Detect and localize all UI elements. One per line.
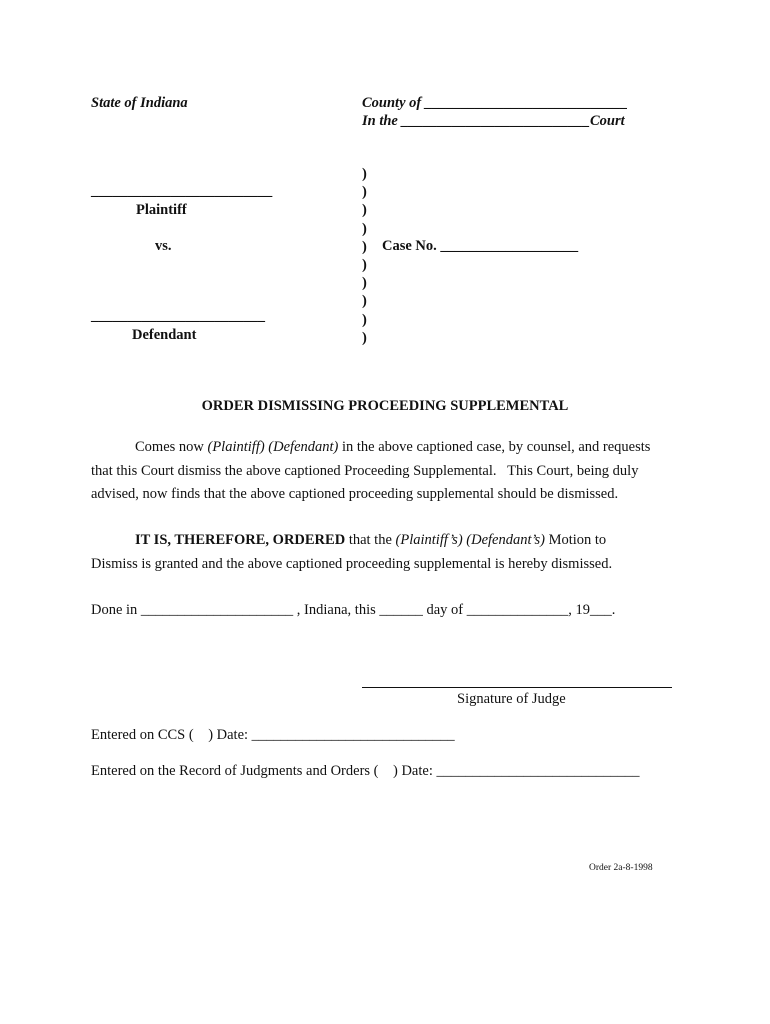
plaintiff-name-line: _________________________ <box>91 183 273 199</box>
done-in-line: Done in _____________________ , Indiana, this ______ day of ______________, 19___. <box>91 602 616 618</box>
line-rest: Motion to <box>544 532 607 548</box>
mid-text: that the <box>345 532 396 548</box>
signature-line <box>362 687 672 688</box>
paren: ) <box>362 311 367 328</box>
paren: ) <box>362 257 367 274</box>
parties-text: (Plaintiff) (Defendant) <box>207 439 339 455</box>
paren: ) <box>362 275 367 292</box>
paragraph-comes-now <box>91 436 661 507</box>
document-title: ORDER DISMISSING PROCEEDING SUPPLEMENTAL <box>201 398 569 414</box>
caption-parens <box>362 165 367 347</box>
paren: ) <box>362 293 367 310</box>
defendant-name-line: ________________________ <box>91 308 265 324</box>
defendant-label: Defendant <box>132 327 197 343</box>
paren: ) <box>362 166 367 182</box>
versus-label: vs. <box>155 238 172 254</box>
entered-record-line: Entered on the Record of Judgments and Orders ( ) Date: ____________________________ <box>91 763 640 779</box>
paragraph-line: that this Court dismiss the above captioned Proceeding Supplemental. This Court, being duly <box>91 462 639 479</box>
ordered-text: IT IS, THEREFORE, ORDERED <box>135 532 346 548</box>
plaintiff-label: Plaintiff <box>136 202 187 218</box>
court-field: In the __________________________Court <box>362 113 625 129</box>
paren: ) <box>362 220 367 237</box>
paragraph-order <box>91 529 661 576</box>
paragraph-line <box>91 529 661 553</box>
paren: ) <box>362 329 367 346</box>
signature-label: Signature of Judge <box>457 691 566 707</box>
paren: ) <box>362 238 367 255</box>
paren: ) <box>362 202 367 219</box>
paragraph-line: Dismiss is granted and the above captioned proceeding supplemental is hereby dismissed. <box>91 555 613 572</box>
form-number: Order 2a-8-1998 <box>589 863 653 873</box>
county-field: County of ____________________________ <box>362 95 628 111</box>
line-rest: in the above captioned case, by counsel, and requests <box>338 439 651 455</box>
case-number-field: Case No. ___________________ <box>382 238 579 254</box>
entered-ccs-line: Entered on CCS ( ) Date: ____________________________ <box>91 727 455 743</box>
paragraph-line: advised, now finds that the above captioned proceeding supplemental should be dismissed. <box>91 486 619 502</box>
state-label: State of Indiana <box>91 95 188 111</box>
parties-text: (Plaintiff’s) (Defendant’s) <box>395 532 545 548</box>
paren: ) <box>362 184 367 201</box>
paragraph-line <box>91 436 661 460</box>
lead-text: Comes now <box>135 439 208 455</box>
